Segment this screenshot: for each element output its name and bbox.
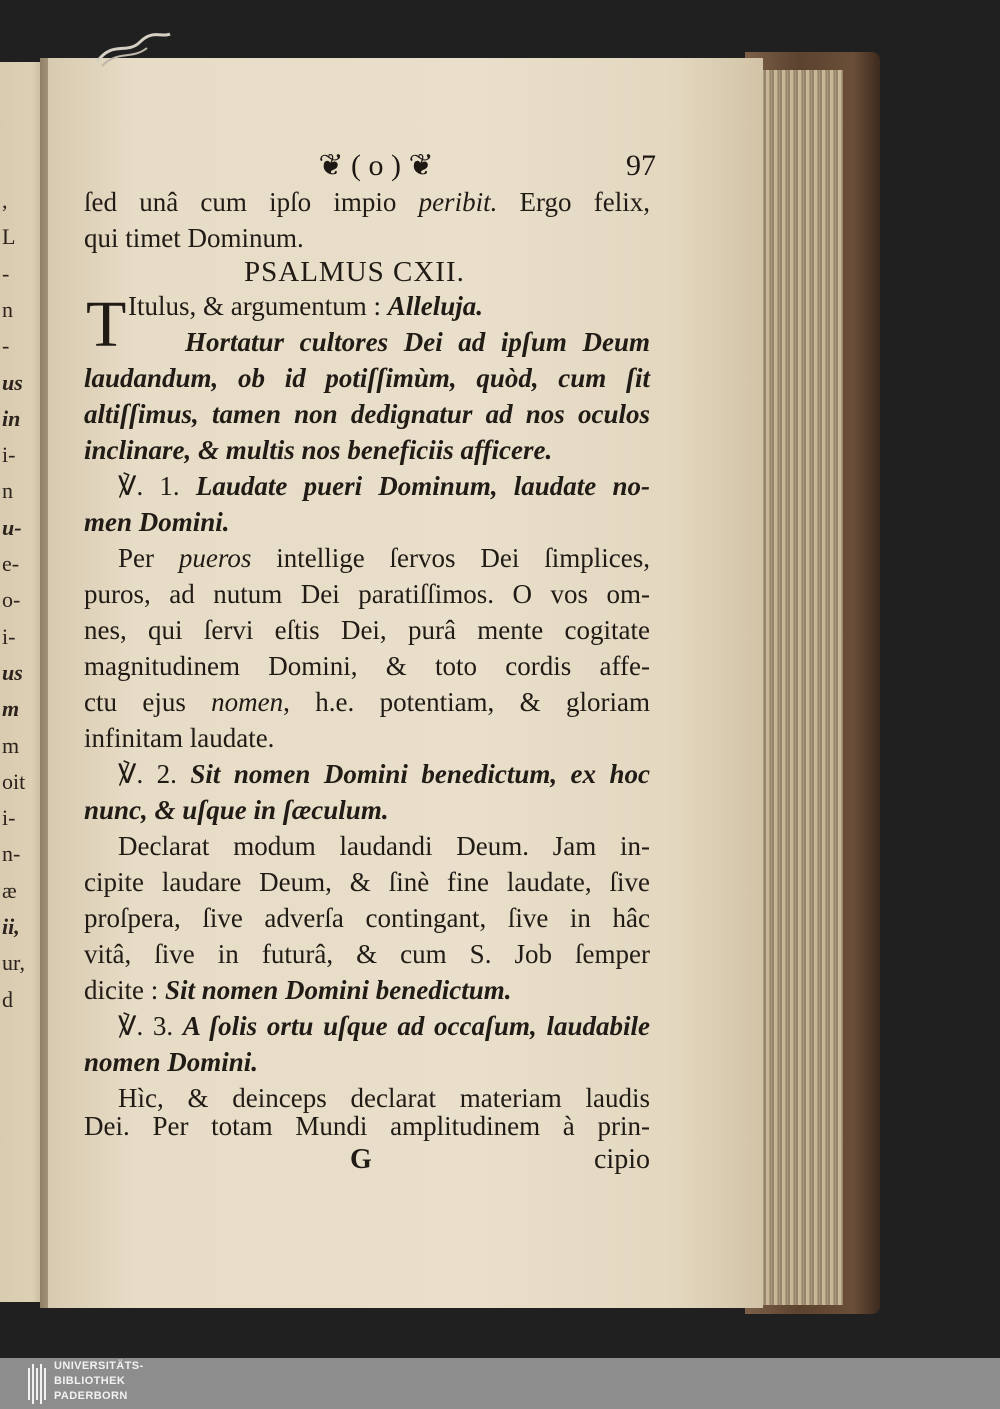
summary-line-3: altiſſimus, tamen non dedignatur ad nos oculos (84, 399, 650, 429)
left-page-fragment: ii, (2, 914, 20, 939)
commentary-3-line-1: Hìc, & deinceps declarat materiam laudis (118, 1083, 650, 1113)
summary-line-1: Hortatur cultores Dei ad ipſum Deum (185, 327, 650, 357)
left-page-fragment: n- (2, 841, 21, 867)
loose-thread (92, 30, 172, 70)
commentary-1-line-4: magnitudinem Domini, & toto cordis affe- (84, 651, 650, 681)
verse-2-line-2: nunc, & uſque in ſæculum. (84, 795, 389, 825)
left-page-fragment: , (2, 188, 8, 213)
summary-line-4: inclinare, & multis nos beneficiis afficere. (84, 435, 553, 465)
left-page-fragment: m (2, 696, 20, 722)
commentary-2-line-3: proſpera, ſive adverſa contingant, ſive in hâc (84, 903, 650, 933)
commentary-2-line-5: dicite : Sit nomen Domini benedictum. (84, 975, 512, 1005)
left-page-fragment: - (2, 333, 10, 359)
library-logo-icon (28, 1360, 46, 1407)
commentary-1-line-2: puros, ad nutum Dei paratiſſimos. O vos om- (84, 579, 650, 609)
psalm-heading: PSALMUS CXII. (244, 256, 465, 288)
left-page-fragment: u- (2, 514, 22, 540)
left-page-fragment: in (2, 405, 21, 431)
header-ornament: ❦ ( o ) ❦ (318, 149, 434, 182)
left-page-fragment: o- (2, 587, 21, 613)
left-page-fragment: n (2, 478, 13, 504)
logo-text-line-1: UNIVERSITÄTS- (54, 1360, 144, 1372)
commentary-2-line-2: cipite laudare Deum, & ſinè fine laudate, ſive (84, 867, 650, 897)
commentary-1-line-3: nes, qui ſervi eſtis Dei, purâ mente cogitate (84, 615, 650, 645)
commentary-1-line-5: ctu ejus nomen, h.e. potentiam, & gloriam (84, 687, 650, 717)
commentary-3-line-2: Dei. Per totam Mundi amplitudinem à prin- (84, 1111, 650, 1141)
left-page-fragment: us (2, 369, 23, 395)
logo-text-line-3: PADERBORN (54, 1390, 128, 1402)
page-block-edges (758, 70, 843, 1305)
commentary-2-line-1: Declarat modum laudandi Deum. Jam in- (118, 831, 650, 861)
verse-1-line-1: ℣. 1. Laudate pueri Dominum, laudate no- (118, 471, 650, 501)
left-page-fragment: i- (2, 623, 16, 649)
text-line-2: qui timet Dominum. (84, 223, 304, 253)
left-page-fragment: m (2, 732, 20, 758)
drop-cap: T (86, 288, 127, 361)
catchword: cipio (594, 1144, 650, 1175)
signature-mark: G (350, 1144, 372, 1175)
left-page-fragment: oit (2, 768, 26, 794)
left-page-fragment: - (2, 260, 10, 286)
left-page-fragment: ur, (2, 950, 25, 976)
left-page-fragment: i- (2, 442, 16, 468)
logo-text-line-2: BIBLIOTHEK (54, 1375, 126, 1387)
left-page-fragment: i- (2, 805, 16, 831)
left-page-fragment: d (2, 986, 13, 1012)
left-page-fragment: e- (2, 551, 20, 576)
left-page-fragment: n (2, 296, 13, 322)
left-page-fragment: æ (2, 877, 17, 903)
verse-3-line-2: nomen Domini. (84, 1047, 259, 1077)
left-page-fragment: L (2, 224, 16, 250)
commentary-1-line-1: Per pueros intellige ſervos Dei ſimplices, (118, 543, 650, 573)
commentary-1-line-6: infinitam laudate. (84, 723, 275, 753)
summary-line-2: laudandum, ob id potiſſimùm, quòd, cum ſit (84, 363, 650, 393)
commentary-2-line-4: vitâ, ſive in futurâ, & cum S. Job ſemper (84, 939, 650, 969)
footer-bar (0, 1358, 1000, 1409)
verse-2-line-1: ℣. 2. Sit nomen Domini benedictum, ex hoc (118, 759, 650, 789)
text-line-title: Itulus, & argumentum : Alleluja. (128, 291, 483, 321)
page-number: 97 (626, 149, 656, 182)
left-page-fragment: us (2, 659, 23, 685)
text-line-1: ſed unâ cum ipſo impio peribit. Ergo felix, (84, 187, 650, 217)
verse-1-line-2: men Domini. (84, 507, 230, 537)
verse-3-line-1: ℣. 3. A ſolis ortu uſque ad occaſum, laudabile (118, 1011, 650, 1041)
